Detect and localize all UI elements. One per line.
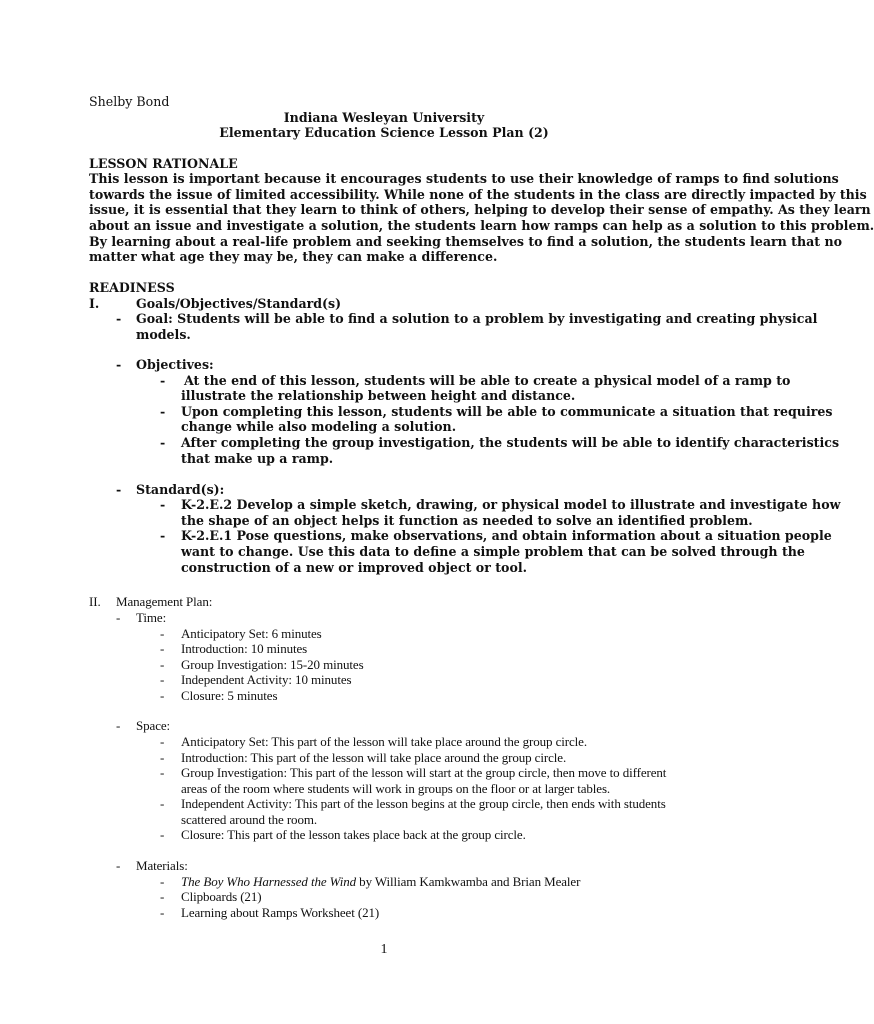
goal-text: Goal: Students will be able to find a solution to a problem by investigating and creating physical [136, 311, 818, 326]
rationale-line: towards the issue of limited accessibility. While none of the students in the class are directly impacted by this [89, 187, 867, 202]
bullet-dash: - [160, 688, 165, 703]
plan-title: Elementary Education Science Lesson Plan (2) [219, 125, 549, 140]
time-item: Group Investigation: 15-20 minutes [181, 657, 364, 672]
time-label: Time: [136, 610, 167, 625]
bullet-dash: - [116, 482, 122, 497]
bullet-dash: - [116, 858, 121, 873]
space-item: Anticipatory Set: This part of the lesson will take place around the group circle. [181, 734, 587, 749]
author-name: Shelby Bond [89, 94, 170, 109]
space-item: scattered around the room. [181, 812, 318, 827]
page-number: 1 [380, 942, 388, 957]
space-item: Closure: This part of the lesson takes place back at the group circle. [181, 827, 526, 842]
bullet-dash: - [160, 641, 165, 656]
objective-item: illustrate the relationship between height and distance. [181, 388, 576, 403]
objective-item: At the end of this lesson, students will be able to create a physical model of a ramp to [184, 373, 791, 388]
material-item: Clipboards (21) [181, 889, 262, 904]
bullet-dash: - [160, 905, 165, 920]
section-number: I. [89, 296, 100, 311]
materials-label: Materials: [136, 858, 188, 873]
rationale-line: This lesson is important because it encourages students to use their knowledge of ramps to find solutions [89, 171, 839, 186]
bullet-dash: - [160, 827, 165, 842]
space-item: Introduction: This part of the lesson will take place around the group circle. [181, 750, 567, 765]
book-title: The Boy Who Harnessed the Wind [181, 874, 357, 889]
time-item: Introduction: 10 minutes [181, 641, 308, 656]
bullet-dash: - [160, 874, 165, 889]
university-name: Indiana Wesleyan University [283, 110, 485, 125]
bullet-dash: - [160, 404, 166, 419]
section-number: II. [89, 594, 101, 609]
objective-item: Upon completing this lesson, students will be able to communicate a situation that requires [181, 404, 833, 419]
bullet-dash: - [160, 672, 165, 687]
section-title: Management Plan: [116, 594, 213, 609]
bullet-dash: - [116, 718, 121, 733]
material-item [181, 874, 580, 890]
objective-item: change while also modeling a solution. [181, 419, 457, 434]
bullet-dash: - [160, 765, 165, 780]
bullet-dash: - [116, 311, 122, 326]
bullet-dash: - [160, 528, 166, 543]
section-title: Goals/Objectives/Standard(s) [136, 296, 342, 311]
standard-item: K-2.E.2 Develop a simple sketch, drawing, or physical model to illustrate and investigate how [181, 497, 841, 512]
rationale-heading: LESSON RATIONALE [89, 156, 238, 171]
space-item: Independent Activity: This part of the lesson begins at the group circle, then ends with students [181, 796, 666, 811]
space-item: areas of the room where students will work in groups on the floor or at larger tables. [181, 781, 611, 796]
standard-item: construction of a new or improved object or tool. [181, 560, 528, 575]
book-authors: by William Kamkwamba and Brian Mealer [356, 874, 581, 889]
time-item: Anticipatory Set: 6 minutes [181, 626, 322, 641]
bullet-dash: - [160, 796, 165, 811]
time-item: Independent Activity: 10 minutes [181, 672, 352, 687]
rationale-line: matter what age they may be, they can make a difference. [89, 249, 498, 264]
space-label: Space: [136, 718, 171, 733]
bullet-dash: - [160, 750, 165, 765]
rationale-line: By learning about a real-life problem and seeking themselves to find a solution, the students learn that no [89, 234, 843, 249]
objective-item: After completing the group investigation, the students will be able to identify characteristics [181, 435, 840, 450]
objective-item: that make up a ramp. [181, 451, 334, 466]
standard-item: K-2.E.1 Pose questions, make observations, and obtain information about a situation people [181, 528, 832, 543]
standards-label: Standard(s): [136, 482, 225, 497]
bullet-dash: - [116, 357, 122, 372]
bullet-dash: - [116, 610, 121, 625]
bullet-dash: - [160, 435, 166, 450]
standard-item: want to change. Use this data to define a simple problem that can be solved through the [181, 544, 805, 559]
readiness-heading: READINESS [89, 280, 175, 295]
bullet-dash: - [160, 657, 165, 672]
time-item: Closure: 5 minutes [181, 688, 278, 703]
rationale-line: issue, it is essential that they learn to think of others, helping to develop their sense of empathy. As they learn [89, 202, 871, 217]
bullet-dash: - [160, 373, 166, 388]
objectives-label: Objectives: [136, 357, 214, 372]
space-item: Group Investigation: This part of the lesson will start at the group circle, then move to different [181, 765, 667, 780]
bullet-dash: - [160, 889, 165, 904]
material-item: Learning about Ramps Worksheet (21) [181, 905, 380, 920]
goal-text: models. [136, 327, 191, 342]
bullet-dash: - [160, 734, 165, 749]
bullet-dash: - [160, 497, 166, 512]
standard-item: the shape of an object helps it function as needed to solve an identified problem. [181, 513, 753, 528]
bullet-dash: - [160, 626, 165, 641]
rationale-line: about an issue and investigate a solution, the students learn how ramps can help as a solution to this problem. [89, 218, 874, 233]
